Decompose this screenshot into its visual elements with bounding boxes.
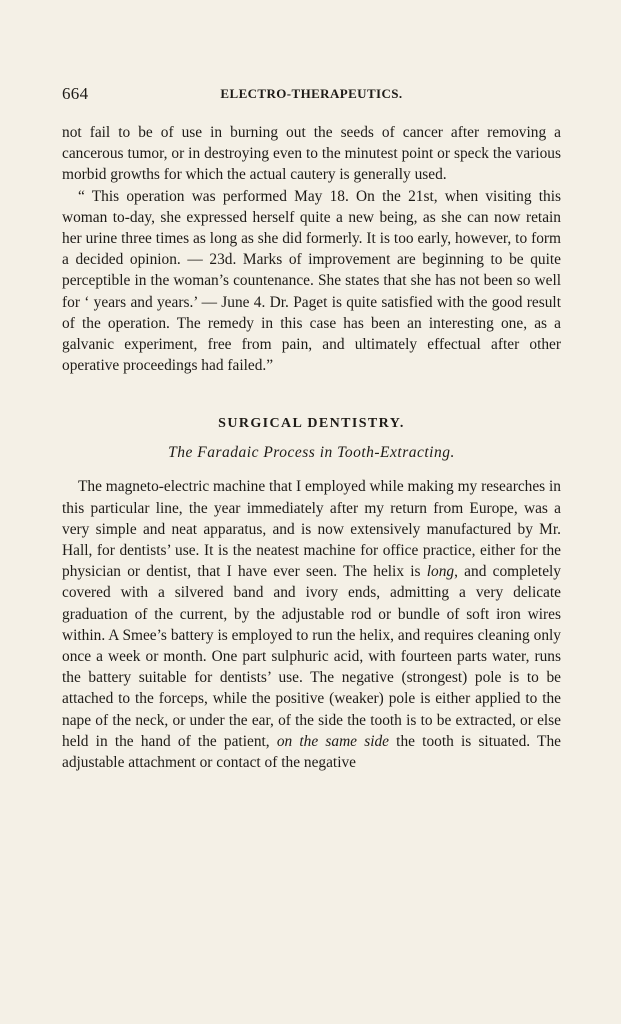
emphasis-text: long	[426, 563, 455, 581]
paragraph-quotation: “ This operation was performed May 18. On the 21st, when visiting this woman to-day, she expressed herself quite a new being, as she can now retain her urine three times as long as she did formerly. It is too early, however, to form a decided opinion. — 23d. Marks of improvement are beginning to be quite perceptible in the woman’s countenance. She states that she has not been so well for ‘ years and years.’ — June 4. Dr. Paget is quite satisfied with the good result of the operation. The remedy in this case has been an interesting one, as a galvanic experiment, free from pain, and ultimately effectual after other operative proceedings had failed.”	[62, 187, 561, 375]
paragraph-text: The magneto-electric machine that I employed while making my researches in this particular line, the year immediately after my return from Europe, was a very simple and neat apparatus, and is now extensively manufactured by Mr. Hall, for dentists’ use. It is the neatest machine for office practice, either for the physician or dentist, that I have ever seen. The helix is	[62, 478, 561, 581]
paragraph-text: , and completely covered with a silvered band and ivory ends, admitting a very delicate graduation of the current, by the adjustable rod or bundle of soft iron wires within. A Smee’s battery is employed to run the helix, and requires cleaning only once a week or month. One part sulphuric acid, with fourteen parts water, runs the battery suitable for dentists’ use. The negative (strongest) pole is to be attached to the forceps, while the positive (weaker) pole is either applied to the nape of the neck, or under the ear, of the side the tooth is to be extracted, or else held in the hand of the patient,	[62, 563, 561, 750]
section-subtitle: The Faradaic Process in Tooth-Extracting.	[168, 444, 455, 462]
section-title: SURGICAL DENTISTRY.	[218, 416, 405, 432]
paragraph-continuation: not fail to be of use in burning out the seeds of cancer after removing a cancerous tumor, or in destroying even to the minutest point or speck the various morbid growths for which the actual cautery is generally used.	[62, 124, 561, 184]
page-header	[62, 84, 561, 106]
paragraph-text: the tooth is situated. The adjustable attachment or contact of the negative	[62, 732, 561, 772]
emphasis-text: on the same side	[276, 732, 389, 750]
page-number: 664	[62, 84, 89, 103]
running-title: ELECTRO-THERAPEUTICS.	[220, 86, 403, 101]
page-body	[62, 122, 561, 773]
paragraph-machine	[62, 476, 561, 773]
